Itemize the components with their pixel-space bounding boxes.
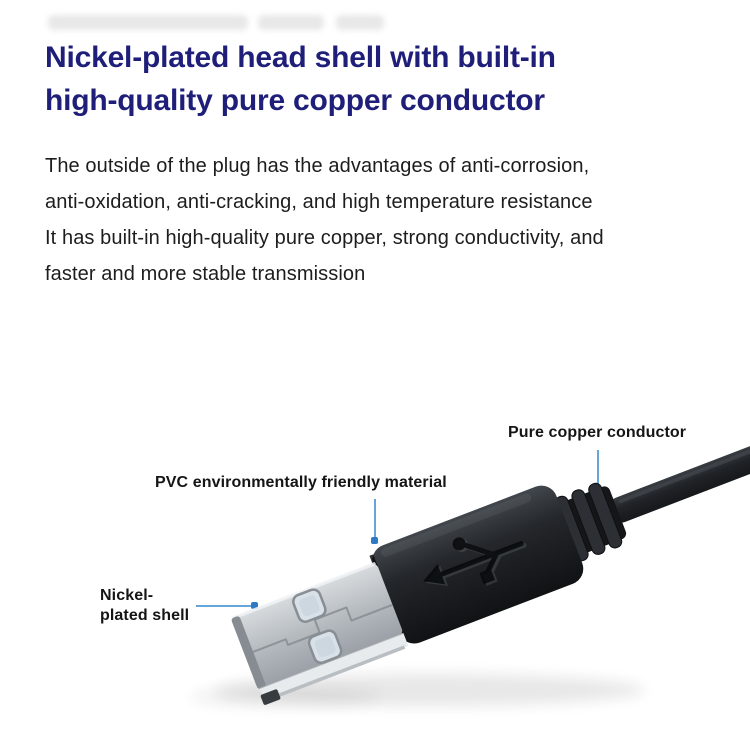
watermark-smudge (48, 15, 248, 30)
callout-nickel-line2: plated shell (100, 607, 190, 624)
watermark-smudge (336, 15, 384, 30)
page-title-line1: Nickel-plated head shell with built-in (45, 41, 556, 74)
watermark-smudge (258, 15, 324, 30)
page-title-line2: high-quality pure copper conductor (45, 84, 545, 117)
product-description (45, 148, 604, 292)
description-line: anti-oxidation, anti-cracking, and high temperature resistance (45, 191, 593, 213)
description-line: The outside of the plug has the advantages of anti-corrosion, (45, 155, 590, 177)
product-photo-usb-connector (0, 390, 750, 750)
callout-pvc-material: PVC environmentally friendly material (155, 474, 447, 491)
callout-pure-copper-conductor: Pure copper conductor (508, 424, 687, 441)
description-line: It has built-in high-quality pure copper, strong conductivity, and (45, 227, 604, 249)
description-line: faster and more stable transmission (45, 263, 366, 285)
page-title (45, 36, 556, 122)
usb-connector (226, 390, 750, 705)
callout-nickel-line1: Nickel- (100, 587, 154, 604)
